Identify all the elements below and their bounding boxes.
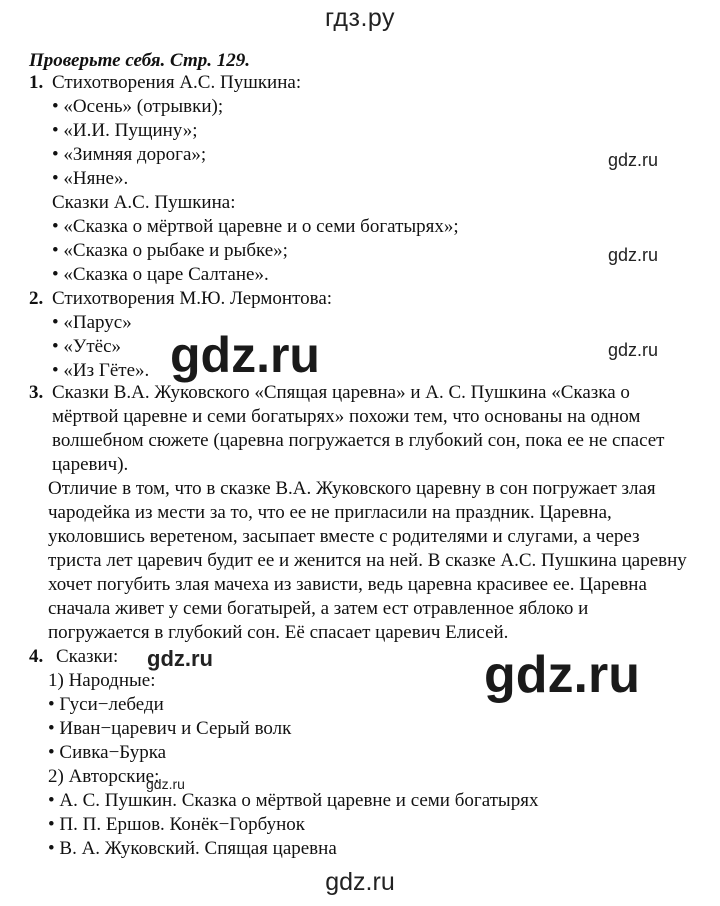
q1-tale: • «Сказка о мёртвой царевне и о семи богатырях»; [52,216,459,237]
q1-poem: • «Зимняя дорога»; [52,144,207,165]
q1-tales-heading: Сказки А.С. Пушкина: [52,192,236,213]
q4-author-item: • В. А. Жуковский. Спящая царевна [48,838,337,859]
q3-line: Сказки В.А. Жуковского «Спящая царевна» и А. С. Пушкина «Сказка о [52,382,630,403]
q4-folk-item: • Иван−царевич и Серый волк [48,718,292,739]
q3-number: 3. [29,382,44,403]
q1-tale: • «Сказка о рыбаке и рыбке»; [52,240,288,261]
q3-line: чародейка из мести за то, что ее не пригласили на праздник. Царевна, [48,502,612,523]
q3-line: погружается в глубокий сон. Её спасает царевич Елисей. [48,622,509,643]
q1-poem: • «Осень» (отрывки); [52,96,224,117]
q4-folk-item: • Гуси−лебеди [48,694,164,715]
q1-poem: • «И.И. Пущину»; [52,120,198,141]
q3-line: сначала живет у семи богатырей, а затем ест отравленное яблоко и [48,598,589,619]
q3-line: триста лет царевич будит ее и женится на ней. В сказке А.С. Пушкина царевну [48,550,687,571]
watermark-large: gdz.ru [170,327,320,383]
q1-tale: • «Сказка о царе Салтане». [52,264,269,285]
watermark: gdz.ru [146,776,185,792]
q4-heading: Сказки: [56,646,119,667]
site-footer: gdz.ru [325,868,395,896]
q2-number: 2. [29,288,44,309]
section-title: Проверьте себя. Стр. 129. [29,50,250,71]
q4-folk-heading: 1) Народные: [48,670,156,691]
q3-line: хочет погубить злая мачеха из зависти, ведь царевна красивее ее. Царевна [48,574,647,595]
q4-author-heading: 2) Авторские: [48,766,160,787]
watermark: gdz.ru [147,646,213,671]
q3-line: уколовшись веретеном, засыпает вместе с родителями и слугами, а через [48,526,640,547]
watermark: gdz.ru [608,245,659,265]
q2-heading: Стихотворения М.Ю. Лермонтова: [52,288,333,309]
q1-poem: • «Няне». [52,168,129,189]
q2-poem: • «Утёс» [52,336,122,357]
watermark: gdz.ru [608,150,659,170]
q4-number: 4. [29,646,44,667]
q2-poem: • «Парус» [52,312,132,333]
q3-line: царевич). [52,454,129,475]
q3-line: Отличие в том, что в сказке В.А. Жуковского царевну в сон погружает злая [48,478,656,499]
q4-author-item: • П. П. Ершов. Конёк−Горбунок [48,814,305,835]
watermark-large: gdz.ru [484,646,640,704]
site-header: гдз.ру [324,4,396,32]
q4-author-item: • А. С. Пушкин. Сказка о мёртвой царевне и семи богатырях [48,790,539,811]
q1-number: 1. [29,72,44,93]
q3-line: мёртвой царевне и семи богатырях» похожи тем, что основаны на одном [52,406,641,427]
q2-poem: • «Из Гёте». [52,360,150,381]
q3-line: волшебном сюжете (царевна погружается в глубокий сон, пока ее не спасет [52,430,665,451]
watermark: gdz.ru [608,340,659,360]
q4-folk-item: • Сивка−Бурка [48,742,167,763]
q1-heading: Стихотворения А.С. Пушкина: [52,72,302,93]
